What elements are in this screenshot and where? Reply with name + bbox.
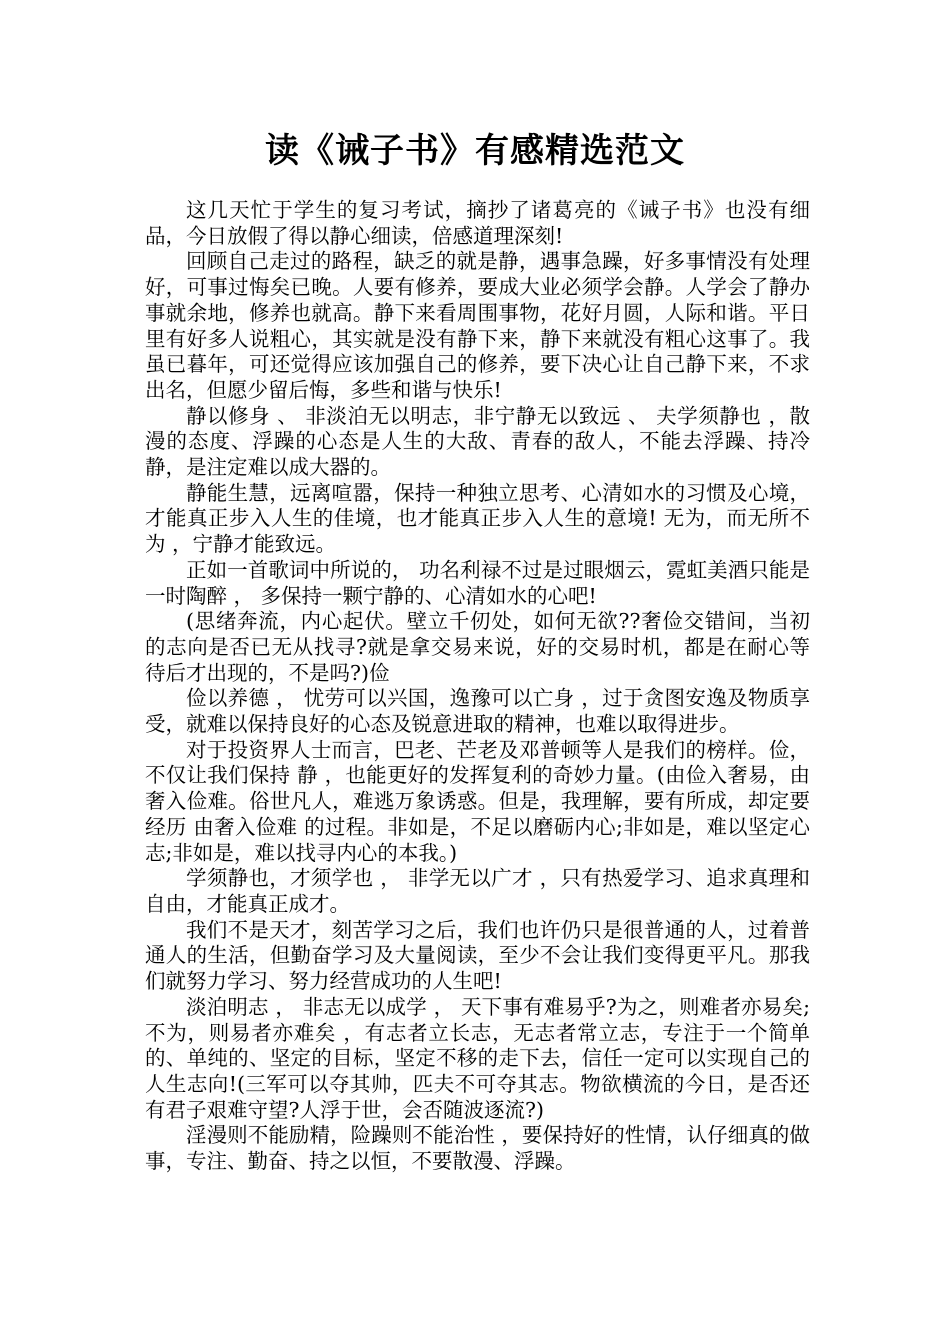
paragraph-1: 这几天忙于学生的复习考试，摘抄了诸葛亮的《诫子书》也没有细品，今日放假了得以静心细读，倍感道理深刻!	[145, 198, 810, 248]
paragraph-12: 淫漫则不能励精，险躁则不能治性 ，要保持好的性情，认仔细真的做事，专注、勤奋、持之以恒，不要散漫、浮躁。	[145, 1123, 810, 1174]
paragraph-7: 俭以养德 ， 忧劳可以兴国，逸豫可以亡身 ，过于贪图安逸及物质享受，就难以保持良好的心态及锐意进取的精神，也难以取得进步。	[145, 686, 810, 737]
paragraph-4: 静能生慧，远离喧嚣，保持一种独立思考、心清如水的习惯及心境，才能真正步入人生的佳境，也才能真正步入人生的意境! 无为，而无所不为 ，宁静才能致远。	[145, 480, 810, 557]
paragraph-6: (思绪奔流，内心起伏。壁立千仞处，如何无欲??奢俭交错间，当初的志向是否已无从找寻?就是拿交易来说，好的交易时机，都是在耐心等待后才出现的，不是吗?)俭	[145, 609, 810, 685]
page-title: 读《诫子书》有感精选范文	[265, 131, 685, 171]
paragraph-9: 学须静也，才须学也 ， 非学无以广才 ，只有热爱学习、追求真理和自由，才能真正成才。	[145, 866, 810, 916]
paragraph-2: 回顾自己走过的路程，缺乏的就是静，遇事急躁，好多事情没有处理好，可事过悔矣已晚。人要有修养，要成大业必须学会静。人学会了静办事就余地，修养也就高。静下来看周围事物，花好月圆，人际和谐。平日里有好多人说粗心，其实就是没有静下来，静下来就没有粗心这事了。我虽已暮年，可还觉得应该加强自己的修养，要下决心让自己静下来，不求出名，但愿少留后悔，多些和谐与快乐!	[145, 249, 810, 402]
paragraph-5: 正如一首歌词中所说的， 功名利禄不过是过眼烟云，霓虹美酒只能是一时陶醉 ， 多保持一颗宁静的、心清如水的心吧!	[145, 557, 810, 608]
paragraph-11: 淡泊明志 ， 非志无以成学 ， 天下事有难易乎?为之，则难者亦易矣;不为，则易者亦难矣 ，有志者立长志，无志者常立志，专注于一个简单的、单纯的、坚定的目标，坚定不移的走下去，信任一定可以实现自己的人生志向!(三军可以夺其帅，匹夫不可夺其志。物欲横流的今日，是否还有君子艰难守望?人浮于世，会否随波逐流?)	[145, 994, 810, 1122]
paragraph-8: 对于投资界人士而言，巴老、芒老及邓普顿等人是我们的榜样。俭，不仅让我们保持 静 ，也能更好的发挥复利的奇妙力量。(由俭入奢易，由奢入俭难。俗世凡人，难逃万象诱惑。但是，我理解，要有所成，却定要经历 由奢入俭难 的过程。非如是，不足以磨砺内心;非如是，难以坚定心志;非如是，难以找寻内心的本我。)	[145, 737, 810, 865]
document-body	[145, 198, 810, 1175]
paragraph-10: 我们不是天才，刻苦学习之后，我们也许仍只是很普通的人，过着普通人的生活，但勤奋学习及大量阅读，至少不会让我们变得更平凡。那我们就努力学习、努力经营成功的人生吧!	[145, 917, 810, 994]
paragraph-3: 静以修身 、 非淡泊无以明志，非宁静无以致远 、 夫学须静也 ，散漫的态度、浮躁的心态是人生的大敌、青春的敌人，不能去浮躁、持冷静，是注定难以成大器的。	[145, 403, 810, 480]
